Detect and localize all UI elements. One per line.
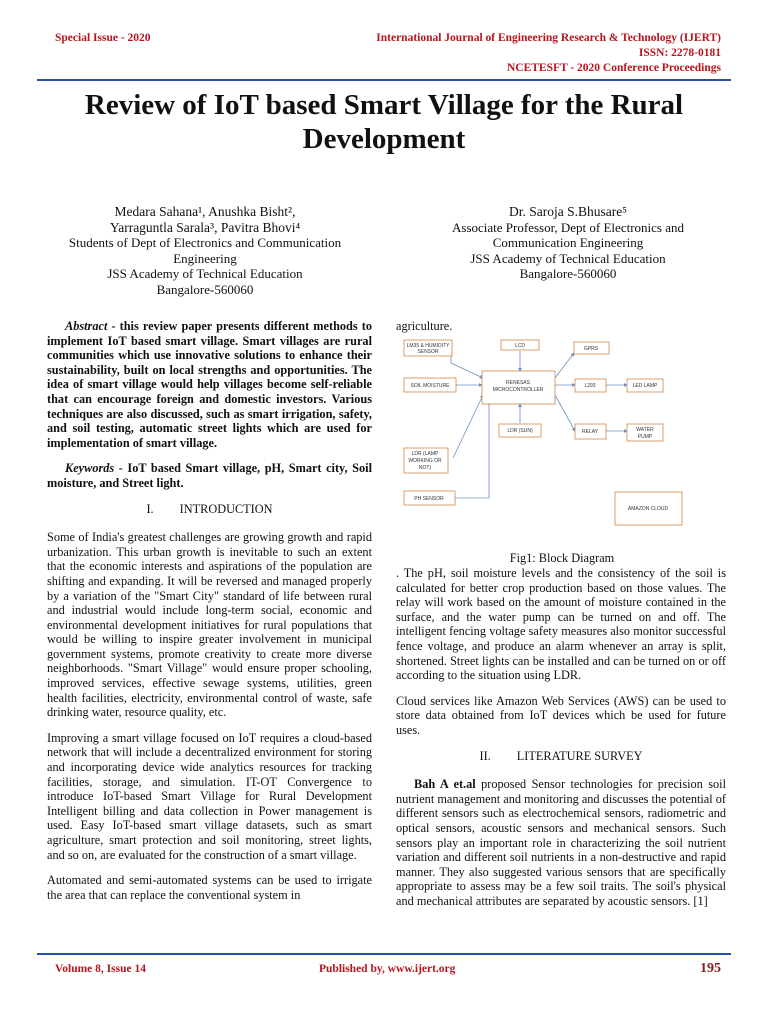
label-ldr-lamp-2: WORKING OR bbox=[408, 458, 442, 464]
literature-text: proposed Sensor technologies for precision soil nutrient management and monitoring and discusses the potential of different sensors such as electrochemical sensors, radiometric and optical sensors, acoustic sensors and mechanical sensors. Such sensors play an important role in characterizing the soil nutrient variation and different soil nutrients in a non-destructive and rapid manner. They also suggested various sensors that are specifically appropriate to assess may be a few soil traits. The soil's physical and mechanical attributes are separated by acoustic sensors. [1] bbox=[396, 777, 726, 908]
label-mcu-1: RENESAS bbox=[506, 380, 530, 386]
authors-left bbox=[55, 204, 355, 297]
label-ldr-lamp-1: LDR (LAMP bbox=[411, 451, 439, 457]
label-relay: RELAY bbox=[581, 429, 599, 435]
keywords-text: - IoT based Smart village, pH, Smart city, Soil moisture, and Street light. bbox=[47, 461, 372, 490]
intro-paragraph-1: Some of India's greatest challenges are growing growth and rapid urbanization. This urban growth is inevitable to such an extent that the economic interests and aspirations of the population are shifting and expanding. It will be reversed and managed properly by a variation of the "Smart City" standard of life between rural and industrial would include long-term social, economic and environmental development initiatives for rural populations that would be willing to inspire greater involvement in municipal government systems, promote creativity to create more diverse neighborhoods. "Smart Village" would ensure proper schooling, improved services, effective sewage systems, utilities, green health facilities, electricity, environmental control of waste, safe drinking water, resource quality, etc. bbox=[47, 530, 372, 720]
header-issn: ISSN: 2278-0181 bbox=[638, 47, 721, 59]
block-diagram bbox=[398, 333, 726, 541]
header-journal: International Journal of Engineering Research & Technology (IJERT) bbox=[376, 32, 721, 44]
author-affil-1: Students of Dept of Electronics and Communication bbox=[68, 235, 342, 250]
label-lcd: LCD bbox=[514, 343, 526, 349]
author5-affil-1: Associate Professor, Dept of Electronics and bbox=[452, 219, 684, 235]
keywords bbox=[47, 461, 372, 490]
label-gprs: GPRS bbox=[583, 346, 599, 352]
label-lm35-2: SENSOR bbox=[417, 349, 439, 355]
section-heading-literature bbox=[396, 749, 726, 764]
label-pump-1: WATER bbox=[636, 427, 654, 433]
title-line-2: Development bbox=[302, 123, 466, 155]
abstract-label: Abstract bbox=[65, 319, 108, 333]
label-l293: L293 bbox=[584, 383, 596, 389]
author-affil-4: Bangalore-560060 bbox=[156, 281, 254, 297]
continued-text: agriculture. bbox=[396, 319, 453, 333]
footer-publisher: Published by, www.ijert.org bbox=[319, 963, 456, 975]
section-number: I. bbox=[146, 501, 154, 516]
author-affil-2: Engineering bbox=[173, 250, 237, 266]
title-line-1: Review of IoT based Smart Village for the Rural bbox=[84, 89, 684, 121]
section-title: INTRODUCTION bbox=[179, 501, 273, 516]
author-name-5: Dr. Saroja S.Bhusare⁵ bbox=[509, 204, 627, 219]
keywords-label: Keywords bbox=[65, 461, 115, 476]
section-heading-introduction bbox=[47, 502, 372, 517]
page-number: 195 bbox=[700, 961, 721, 976]
right-column bbox=[396, 566, 726, 919]
intro-paragraph-3: Automated and semi-automated systems can be used to irrigate the area that can replace the conventional system in bbox=[47, 873, 372, 902]
figure-caption: Fig1: Block Diagram bbox=[509, 551, 615, 565]
header-rule bbox=[37, 79, 731, 81]
label-cloud: AMAZON CLOUD bbox=[627, 506, 669, 512]
author5-affil-3: JSS Academy of Technical Education bbox=[470, 250, 666, 266]
citation-lead: Bah A et.al bbox=[414, 777, 476, 792]
header-proceedings: NCETESFT - 2020 Conference Proceedings bbox=[506, 62, 721, 74]
intro-paragraph-2: Improving a smart village focused on IoT requires a cloud-based network that will include a decentralized environment for storing and incorporating device wide analytics resources for tracking facilities, storage, and simulation. IT-OT Convergence to introduce IoT-based Smart Village for Rural Development Intelligent billing and data collection in Power management is used. Easy IoT-based smart village datasets, such as smart agriculture, smart protection and soil monitoring, street lights, and so on, are evaluated for the construction of a smart village. bbox=[47, 730, 372, 862]
label-lm35-1: LM35 & HUMIDITY bbox=[406, 343, 450, 349]
author-names-2: Yarraguntla Sarala³, Pavitra Bhovi⁴ bbox=[109, 219, 301, 235]
abstract-text: - this review paper presents different methods to implement IoT based smart village. Smart villages are rural communities which use innovative solutions to enhance their sustainability, built on local strengths and opportunities. The idea of smart village would help villages become self-reliable that can encourage foreign and domestic investors. Various techniques are also discussed, such as smart irrigation, safety, and soil testing, automatic street lights which are used for implementation of smart village. bbox=[47, 319, 372, 450]
label-led: LED LAMP bbox=[632, 383, 658, 389]
author5-affil-4: Bangalore-560060 bbox=[519, 266, 617, 281]
authors-right bbox=[418, 204, 718, 282]
label-soil: SOIL MOISTURE bbox=[410, 383, 450, 389]
right-paragraph-2: Cloud services like Amazon Web Services (AWS) can be used to store data obtained from IoT devices which be used for future uses. bbox=[396, 693, 726, 737]
left-column bbox=[47, 319, 372, 913]
author-affil-3: JSS Academy of Technical Education bbox=[107, 266, 303, 281]
label-pump-2: PUMP bbox=[637, 434, 653, 440]
label-ldr-lamp-3: NOT) bbox=[418, 465, 432, 471]
footer-volume: Volume 8, Issue 14 bbox=[55, 963, 146, 975]
right-paragraph-1: . The pH, soil moisture levels and the consistency of the soil is calculated for better crop production based on those values. The relay will work based on the amount of moisture contained in the surface, and the water pump can be turned on and off. The intelligent fencing voltage safety measures also monitor successful fence voltage, and produce an alarm whenever an array is split, shortened. Street lights can be installed and can be turned on or off according to the situation using LDR. bbox=[396, 566, 726, 683]
section-number: II. bbox=[479, 748, 491, 763]
section-title: LITERATURE SURVEY bbox=[516, 748, 643, 763]
abstract bbox=[47, 319, 372, 450]
footer-rule bbox=[37, 953, 731, 955]
header-issue: Special Issue - 2020 bbox=[55, 32, 151, 44]
right-column-cont bbox=[396, 319, 726, 334]
author-names-1: Medara Sahana¹, Anushka Bisht², bbox=[114, 204, 296, 219]
paper-title bbox=[30, 88, 738, 156]
label-mcu-2: MICROCONTROLLER bbox=[492, 387, 544, 393]
label-ph: PH SENSOR bbox=[414, 496, 444, 502]
author5-affil-2: Communication Engineering bbox=[492, 235, 644, 250]
label-ldr-sun: LDR (SUN) bbox=[507, 428, 533, 434]
literature-paragraph-1 bbox=[396, 777, 726, 908]
